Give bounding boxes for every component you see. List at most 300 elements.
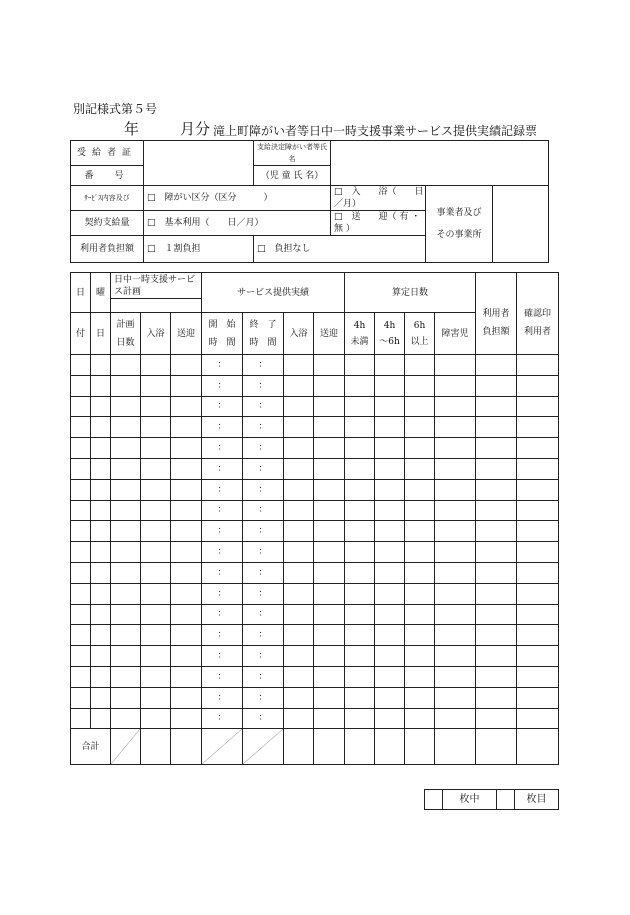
cell-h46[interactable] [375, 562, 405, 583]
cell-plan-bath[interactable] [141, 666, 171, 687]
cell-dow[interactable] [91, 646, 111, 667]
cell-plan-bath[interactable] [141, 355, 171, 376]
cell-plan-bath[interactable] [141, 708, 171, 729]
cell-act-bath[interactable] [284, 562, 314, 583]
cell-date[interactable] [71, 604, 91, 625]
cell-child[interactable] [435, 687, 476, 708]
cell-plan-bath[interactable] [141, 562, 171, 583]
cell-h4[interactable] [345, 562, 375, 583]
cell-plan-bath[interactable] [141, 625, 171, 646]
cell-plan-days[interactable] [111, 625, 141, 646]
cell-h46[interactable] [375, 708, 405, 729]
cell-plan-days[interactable] [111, 375, 141, 396]
cell-h46[interactable] [375, 375, 405, 396]
cell-act-transport[interactable] [314, 521, 345, 542]
cell-confirm[interactable] [517, 708, 559, 729]
cell-plan-days[interactable] [111, 708, 141, 729]
cell-plan-days[interactable] [111, 542, 141, 563]
cell-dow[interactable] [91, 542, 111, 563]
cell-end-time[interactable]: ： [243, 396, 284, 417]
provider-field[interactable] [493, 186, 549, 263]
cell-plan-bath[interactable] [141, 687, 171, 708]
cell-date[interactable] [71, 666, 91, 687]
cell-plan-bath[interactable] [141, 396, 171, 417]
cell-act-bath[interactable] [284, 500, 314, 521]
cell-dow[interactable] [91, 708, 111, 729]
cell-dow[interactable] [91, 583, 111, 604]
cell-plan-days[interactable] [111, 417, 141, 438]
cell-end-time[interactable]: ： [243, 521, 284, 542]
cell-child[interactable] [435, 396, 476, 417]
cell-burden[interactable] [476, 396, 517, 417]
cell-h4[interactable] [345, 625, 375, 646]
cell-plan-days[interactable] [111, 646, 141, 667]
cell-date[interactable] [71, 562, 91, 583]
cell-h6[interactable] [405, 521, 435, 542]
cell-plan-transport[interactable] [171, 646, 202, 667]
cell-h4[interactable] [345, 583, 375, 604]
cell-act-transport[interactable] [314, 666, 345, 687]
cell-act-bath[interactable] [284, 708, 314, 729]
cell-dow[interactable] [91, 438, 111, 459]
cell-start-time[interactable]: ： [202, 521, 243, 542]
cell-end-time[interactable]: ： [243, 708, 284, 729]
cell-h4[interactable] [345, 687, 375, 708]
cell-burden[interactable] [476, 646, 517, 667]
cell-act-transport[interactable] [314, 396, 345, 417]
cell-act-bath[interactable] [284, 458, 314, 479]
cell-act-bath[interactable] [284, 687, 314, 708]
cell-date[interactable] [71, 583, 91, 604]
cell-burden[interactable] [476, 521, 517, 542]
cell-burden[interactable] [476, 625, 517, 646]
cell-h6[interactable] [405, 417, 435, 438]
cell-end-time[interactable]: ： [243, 604, 284, 625]
cell-confirm[interactable] [517, 521, 559, 542]
cell-end-time[interactable]: ： [243, 666, 284, 687]
cell-plan-days[interactable] [111, 583, 141, 604]
cell-start-time[interactable]: ： [202, 438, 243, 459]
cell-plan-bath[interactable] [141, 438, 171, 459]
cell-confirm[interactable] [517, 417, 559, 438]
cell-h46[interactable] [375, 625, 405, 646]
cell-h6[interactable] [405, 500, 435, 521]
cell-act-bath[interactable] [284, 438, 314, 459]
cell-act-transport[interactable] [314, 562, 345, 583]
cell-plan-transport[interactable] [171, 375, 202, 396]
cell-h4[interactable] [345, 646, 375, 667]
cell-act-bath[interactable] [284, 583, 314, 604]
cell-h6[interactable] [405, 646, 435, 667]
cell-h6[interactable] [405, 562, 435, 583]
cell-date[interactable] [71, 417, 91, 438]
cell-start-time[interactable]: ： [202, 625, 243, 646]
cell-child[interactable] [435, 646, 476, 667]
cell-h6[interactable] [405, 708, 435, 729]
cell-child[interactable] [435, 375, 476, 396]
cell-plan-transport[interactable] [171, 604, 202, 625]
cell-h4[interactable] [345, 417, 375, 438]
cell-h4[interactable] [345, 438, 375, 459]
cell-plan-days[interactable] [111, 355, 141, 376]
cell-end-time[interactable]: ： [243, 646, 284, 667]
cell-h6[interactable] [405, 479, 435, 500]
cell-start-time[interactable]: ： [202, 375, 243, 396]
cell-act-transport[interactable] [314, 604, 345, 625]
cell-burden[interactable] [476, 438, 517, 459]
cell-start-time[interactable]: ： [202, 417, 243, 438]
cell-plan-transport[interactable] [171, 562, 202, 583]
cell-dow[interactable] [91, 396, 111, 417]
cell-child[interactable] [435, 521, 476, 542]
cell-h4[interactable] [345, 708, 375, 729]
cell-child[interactable] [435, 604, 476, 625]
cell-act-bath[interactable] [284, 417, 314, 438]
basic-check[interactable]: □ 基本利用（ 日／月） [144, 211, 331, 236]
cell-plan-days[interactable] [111, 521, 141, 542]
cell-end-time[interactable]: ： [243, 583, 284, 604]
cell-act-transport[interactable] [314, 479, 345, 500]
cell-h6[interactable] [405, 604, 435, 625]
cell-confirm[interactable] [517, 542, 559, 563]
cell-plan-transport[interactable] [171, 625, 202, 646]
cell-start-time[interactable]: ： [202, 542, 243, 563]
cell-end-time[interactable]: ： [243, 375, 284, 396]
cell-confirm[interactable] [517, 646, 559, 667]
cell-start-time[interactable]: ： [202, 583, 243, 604]
cell-plan-bath[interactable] [141, 542, 171, 563]
cell-end-time[interactable]: ： [243, 562, 284, 583]
cell-end-time[interactable]: ： [243, 542, 284, 563]
cell-h4[interactable] [345, 666, 375, 687]
cell-act-bath[interactable] [284, 479, 314, 500]
cell-confirm[interactable] [517, 396, 559, 417]
cell-burden[interactable] [476, 417, 517, 438]
cell-child[interactable] [435, 583, 476, 604]
transport-check[interactable]: □ 送 迎（ 有 ・ 無 ） [331, 211, 426, 236]
burden-10-check[interactable]: □ １割負担 [144, 236, 254, 263]
cell-start-time[interactable]: ： [202, 604, 243, 625]
cell-h6[interactable] [405, 666, 435, 687]
cell-child[interactable] [435, 417, 476, 438]
cell-burden[interactable] [476, 562, 517, 583]
cell-act-transport[interactable] [314, 708, 345, 729]
cell-child[interactable] [435, 562, 476, 583]
cell-dow[interactable] [91, 625, 111, 646]
cell-date[interactable] [71, 375, 91, 396]
cell-plan-days[interactable] [111, 438, 141, 459]
cell-plan-days[interactable] [111, 479, 141, 500]
cell-act-transport[interactable] [314, 500, 345, 521]
cell-plan-bath[interactable] [141, 479, 171, 500]
cell-confirm[interactable] [517, 604, 559, 625]
total-child[interactable] [435, 729, 476, 765]
cell-act-bath[interactable] [284, 666, 314, 687]
total-h4[interactable] [345, 729, 375, 765]
cell-dow[interactable] [91, 687, 111, 708]
cell-child[interactable] [435, 500, 476, 521]
cell-start-time[interactable]: ： [202, 458, 243, 479]
cell-h4[interactable] [345, 542, 375, 563]
cell-start-time[interactable]: ： [202, 666, 243, 687]
cell-act-bath[interactable] [284, 625, 314, 646]
cell-burden[interactable] [476, 355, 517, 376]
cell-start-time[interactable]: ： [202, 355, 243, 376]
cell-plan-transport[interactable] [171, 355, 202, 376]
cell-h6[interactable] [405, 583, 435, 604]
cell-plan-transport[interactable] [171, 666, 202, 687]
cell-confirm[interactable] [517, 625, 559, 646]
cell-plan-bath[interactable] [141, 500, 171, 521]
cell-burden[interactable] [476, 687, 517, 708]
cell-h46[interactable] [375, 666, 405, 687]
cell-h4[interactable] [345, 396, 375, 417]
cell-start-time[interactable]: ： [202, 646, 243, 667]
dow-header: 日 [91, 313, 111, 355]
cell-date[interactable] [71, 708, 91, 729]
total-confirm[interactable] [517, 729, 559, 765]
total-plan-transport[interactable] [171, 729, 202, 765]
recipient-no-field[interactable] [144, 141, 254, 186]
cell-date[interactable] [71, 625, 91, 646]
cell-end-time[interactable]: ： [243, 500, 284, 521]
cell-dow[interactable] [91, 355, 111, 376]
cell-h46[interactable] [375, 458, 405, 479]
cell-date[interactable] [71, 396, 91, 417]
cell-child[interactable] [435, 479, 476, 500]
cell-date[interactable] [71, 355, 91, 376]
cell-plan-transport[interactable] [171, 687, 202, 708]
cell-h6[interactable] [405, 687, 435, 708]
cell-plan-bath[interactable] [141, 646, 171, 667]
cell-dow[interactable] [91, 458, 111, 479]
h6-1: 6h [413, 320, 426, 331]
end-2: 時 間 [249, 337, 277, 348]
cell-burden[interactable] [476, 583, 517, 604]
cell-h4[interactable] [345, 604, 375, 625]
cell-dow[interactable] [91, 562, 111, 583]
cell-date[interactable] [71, 687, 91, 708]
total-h46[interactable] [375, 729, 405, 765]
cell-h46[interactable] [375, 646, 405, 667]
cell-act-transport[interactable] [314, 355, 345, 376]
cell-date[interactable] [71, 521, 91, 542]
cell-h4[interactable] [345, 479, 375, 500]
cell-child[interactable] [435, 542, 476, 563]
cell-burden[interactable] [476, 375, 517, 396]
cell-plan-days[interactable] [111, 562, 141, 583]
cell-act-bath[interactable] [284, 375, 314, 396]
cell-dow[interactable] [91, 479, 111, 500]
total-pages-field[interactable] [425, 790, 443, 810]
cell-plan-transport[interactable] [171, 521, 202, 542]
cell-act-bath[interactable] [284, 542, 314, 563]
cell-end-time[interactable]: ： [243, 417, 284, 438]
cell-act-transport[interactable] [314, 625, 345, 646]
cell-plan-transport[interactable] [171, 500, 202, 521]
cell-act-transport[interactable] [314, 458, 345, 479]
cell-h46[interactable] [375, 438, 405, 459]
cell-date[interactable] [71, 542, 91, 563]
cell-confirm[interactable] [517, 666, 559, 687]
cell-h6[interactable] [405, 625, 435, 646]
cell-h46[interactable] [375, 583, 405, 604]
cell-burden[interactable] [476, 542, 517, 563]
cell-h4[interactable] [345, 355, 375, 376]
cell-plan-bath[interactable] [141, 604, 171, 625]
cell-plan-days[interactable] [111, 396, 141, 417]
burden-none-check[interactable]: □ 負担なし [254, 236, 426, 263]
cell-confirm[interactable] [517, 375, 559, 396]
cell-child[interactable] [435, 708, 476, 729]
h6-2: 以上 [410, 336, 429, 347]
cell-plan-days[interactable] [111, 687, 141, 708]
cell-plan-transport[interactable] [171, 542, 202, 563]
cell-end-time[interactable]: ： [243, 687, 284, 708]
cell-plan-days[interactable] [111, 604, 141, 625]
cell-plan-days[interactable] [111, 666, 141, 687]
cell-act-transport[interactable] [314, 438, 345, 459]
cell-h46[interactable] [375, 521, 405, 542]
cell-h6[interactable] [405, 438, 435, 459]
decided-name-field[interactable] [331, 141, 549, 186]
cell-plan-transport[interactable] [171, 396, 202, 417]
cell-h46[interactable] [375, 417, 405, 438]
page-number-field[interactable] [497, 790, 515, 810]
cell-burden[interactable] [476, 666, 517, 687]
cell-h6[interactable] [405, 458, 435, 479]
cell-plan-transport[interactable] [171, 479, 202, 500]
cell-confirm[interactable] [517, 562, 559, 583]
cell-dow[interactable] [91, 666, 111, 687]
cell-dow[interactable] [91, 500, 111, 521]
cell-h46[interactable] [375, 396, 405, 417]
cell-act-transport[interactable] [314, 542, 345, 563]
cell-end-time[interactable]: ： [243, 479, 284, 500]
cell-h46[interactable] [375, 542, 405, 563]
cell-h46[interactable] [375, 500, 405, 521]
cell-confirm[interactable] [517, 500, 559, 521]
cell-plan-transport[interactable] [171, 417, 202, 438]
total-act-transport[interactable] [314, 729, 345, 765]
cell-dow[interactable] [91, 375, 111, 396]
cell-child[interactable] [435, 666, 476, 687]
cell-start-time[interactable]: ： [202, 396, 243, 417]
cell-h6[interactable] [405, 355, 435, 376]
cell-end-time[interactable]: ： [243, 438, 284, 459]
cell-dow[interactable] [91, 521, 111, 542]
cell-h4[interactable] [345, 375, 375, 396]
cell-act-transport[interactable] [314, 375, 345, 396]
cell-end-time[interactable]: ： [243, 625, 284, 646]
cell-h6[interactable] [405, 396, 435, 417]
cell-date[interactable] [71, 458, 91, 479]
cell-plan-bath[interactable] [141, 521, 171, 542]
cell-child[interactable] [435, 355, 476, 376]
cell-start-time[interactable]: ： [202, 500, 243, 521]
cell-confirm[interactable] [517, 355, 559, 376]
start-2: 時 間 [208, 337, 236, 348]
cell-plan-bath[interactable] [141, 375, 171, 396]
cell-h46[interactable] [375, 604, 405, 625]
cell-confirm[interactable] [517, 687, 559, 708]
cell-burden[interactable] [476, 500, 517, 521]
cell-h6[interactable] [405, 375, 435, 396]
total-act-bath[interactable] [284, 729, 314, 765]
cell-burden[interactable] [476, 708, 517, 729]
cell-h6[interactable] [405, 542, 435, 563]
cell-act-transport[interactable] [314, 646, 345, 667]
h46-2: ～6h [379, 336, 400, 347]
cell-act-bath[interactable] [284, 355, 314, 376]
cell-date[interactable] [71, 438, 91, 459]
cell-h4[interactable] [345, 521, 375, 542]
cell-plan-days[interactable] [111, 500, 141, 521]
cell-plan-bath[interactable] [141, 458, 171, 479]
cell-child[interactable] [435, 458, 476, 479]
cell-h46[interactable] [375, 479, 405, 500]
cell-act-transport[interactable] [314, 417, 345, 438]
cell-start-time[interactable]: ： [202, 562, 243, 583]
cell-act-bath[interactable] [284, 646, 314, 667]
cell-plan-transport[interactable] [171, 438, 202, 459]
cell-date[interactable] [71, 479, 91, 500]
total-plan-bath[interactable] [141, 729, 171, 765]
cell-burden[interactable] [476, 479, 517, 500]
start-1: 開 始 [208, 319, 236, 330]
disability-check[interactable]: □ 障がい区分（区分 ） [144, 186, 331, 211]
cell-start-time[interactable]: ： [202, 479, 243, 500]
cell-h46[interactable] [375, 355, 405, 376]
cell-plan-transport[interactable] [171, 583, 202, 604]
table-row [71, 708, 559, 729]
cell-h4[interactable] [345, 458, 375, 479]
cell-child[interactable] [435, 438, 476, 459]
cell-date[interactable] [71, 500, 91, 521]
cell-plan-days[interactable] [111, 458, 141, 479]
cell-plan-bath[interactable] [141, 583, 171, 604]
cell-child[interactable] [435, 625, 476, 646]
cell-plan-bath[interactable] [141, 417, 171, 438]
cell-confirm[interactable] [517, 458, 559, 479]
cell-act-bath[interactable] [284, 396, 314, 417]
cell-h46[interactable] [375, 687, 405, 708]
cell-confirm[interactable] [517, 479, 559, 500]
cell-act-transport[interactable] [314, 687, 345, 708]
cell-confirm[interactable] [517, 583, 559, 604]
cell-burden[interactable] [476, 604, 517, 625]
cell-end-time[interactable]: ： [243, 458, 284, 479]
cell-start-time[interactable]: ： [202, 708, 243, 729]
cell-h4[interactable] [345, 500, 375, 521]
bath-check[interactable]: □ 入 浴（ 日／月） [331, 186, 426, 211]
cell-date[interactable] [71, 646, 91, 667]
cell-act-bath[interactable] [284, 604, 314, 625]
cell-plan-transport[interactable] [171, 708, 202, 729]
cell-plan-transport[interactable] [171, 458, 202, 479]
cell-confirm[interactable] [517, 438, 559, 459]
cell-burden[interactable] [476, 458, 517, 479]
cell-end-time[interactable]: ： [243, 355, 284, 376]
cell-start-time[interactable]: ： [202, 687, 243, 708]
cell-dow[interactable] [91, 604, 111, 625]
actual-header: サービス提供実績 [202, 273, 345, 313]
total-burden[interactable] [476, 729, 517, 765]
total-h6[interactable] [405, 729, 435, 765]
cell-act-transport[interactable] [314, 583, 345, 604]
cell-dow[interactable] [91, 417, 111, 438]
cell-act-bath[interactable] [284, 521, 314, 542]
